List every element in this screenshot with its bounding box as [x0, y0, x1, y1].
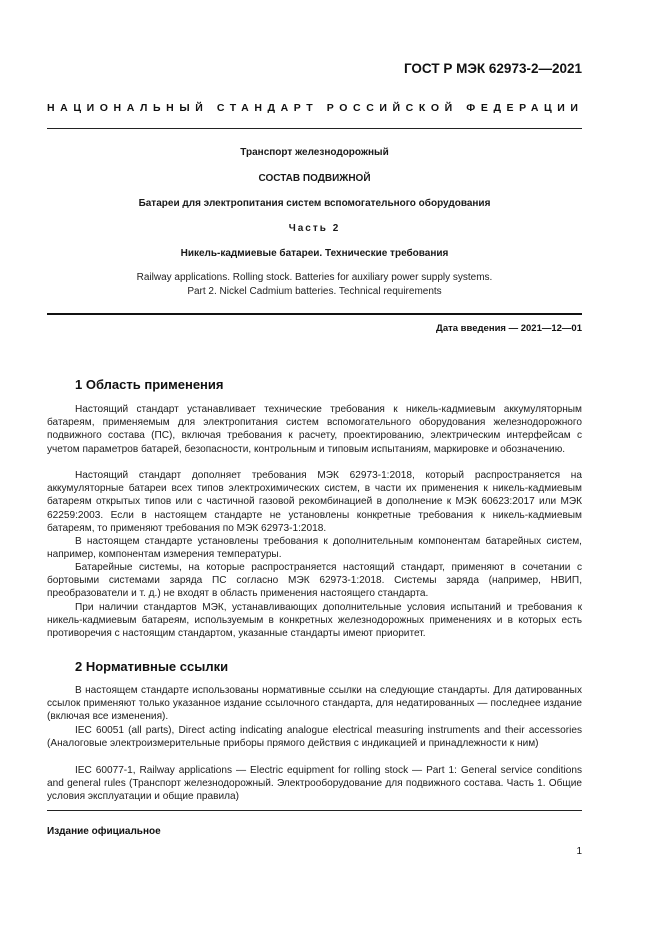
- english-title-line-1: Railway applications. Rolling stock. Batteries for auxiliary power supply systems.: [136, 272, 493, 283]
- national-standard-banner: НАЦИОНАЛЬНЫЙ СТАНДАРТ РОССИЙСКОЙ ФЕДЕРАЦИИ: [47, 102, 584, 114]
- intro-date: Дата введения — 2021—12—01: [436, 323, 582, 334]
- section-heading-scope: 1 Область применения: [75, 377, 224, 392]
- references-paragraph: IEC 60051 (all parts), Direct acting indicating analogue electrical measuring instruments and their accessories (Аналоговые электроизмерительные приборы прямого действия с индикацией и принадлежности к ним): [47, 725, 582, 750]
- title-line-2: СОСТАВ ПОДВИЖНОЙ: [258, 173, 371, 184]
- scope-paragraph: В настоящем стандарте установлены требования к дополнительным компонентам батарейных систем, например, компонентам измерения температуры.: [47, 536, 582, 561]
- title-line-1: Транспорт железнодорожный: [240, 147, 389, 158]
- section-heading-references: 2 Нормативные ссылки: [75, 659, 229, 674]
- header-divider: [47, 128, 582, 129]
- title-subtitle: Никель-кадмиевые батареи. Технические требования: [180, 248, 449, 259]
- scope-paragraph: При наличии стандартов МЭК, устанавливающих дополнительные условия испытаний и требования к никель-кадмиевым батареям, используемым в конкретных железнодорожных применениях и в которых есть противоречия с настоящим стандартом, указанные стандарты имеют приоритет.: [47, 602, 582, 640]
- official-edition-label: Издание официальное: [47, 826, 161, 837]
- scope-paragraph: Настоящий стандарт дополняет требования МЭК 62973-1:2018, который распространяется на аккумуляторные батареи всех типов электрохимических систем, в части их применения к никель-кадмиевым батареям открытых типов или с частичной газовой рекомбинацией в дополнение к МЭК 60623:2017 или МЭК 62259:2003. Если в настоящем стандарте не установлены конкретные требования к никель-кадмиевым батареям, то применяют требования по МЭК 62973-1:2018.: [47, 470, 582, 534]
- title-divider: [47, 313, 582, 315]
- references-paragraph: В настоящем стандарте использованы нормативные ссылки на следующие стандарты. Для датированных ссылок применяют только указанное издание ссылочного стандарта, для недатированных — последнее издание (включая все изменения).: [47, 685, 582, 723]
- references-paragraph: IEC 60077-1, Railway applications — Electric equipment for rolling stock — Part 1: General service conditions and general rules (Транспорт железнодорожный. Электрооборудование для подвижного состава. Часть 1. Общие условия эксплуатации и общие правила): [47, 765, 582, 803]
- page-number: 1: [576, 846, 582, 857]
- standard-code: ГОСТ Р МЭК 62973-2—2021: [403, 61, 582, 76]
- scope-paragraph: Батарейные системы, на которые распространяется настоящий стандарт, применяют в сочетании с бортовыми системами заряда ПС согласно МЭК 62973-1:2018. Системы заряда (например, НВИП, преобразователи и т. д.) не входят в область применения настоящего стандарта.: [47, 562, 582, 600]
- footer-divider: [47, 810, 582, 811]
- title-part: Часть 2: [288, 223, 341, 234]
- english-title-line-2: Part 2. Nickel Cadmium batteries. Technical requirements: [187, 286, 442, 297]
- scope-paragraph: Настоящий стандарт устанавливает технические требования к никель-кадмиевым аккумуляторным батареям, применяемым для электропитания систем вспомогательного оборудования железнодорожного подвижного состава (ПС), включая требования к расчету, проектированию, электрическим интерфейсам с учетом параметров батарей, безопасности, контрольным и типовым испытаниям, маркировке и обозначению.: [47, 404, 582, 455]
- title-line-3: Батареи для электропитания систем вспомогательного оборудования: [138, 198, 491, 209]
